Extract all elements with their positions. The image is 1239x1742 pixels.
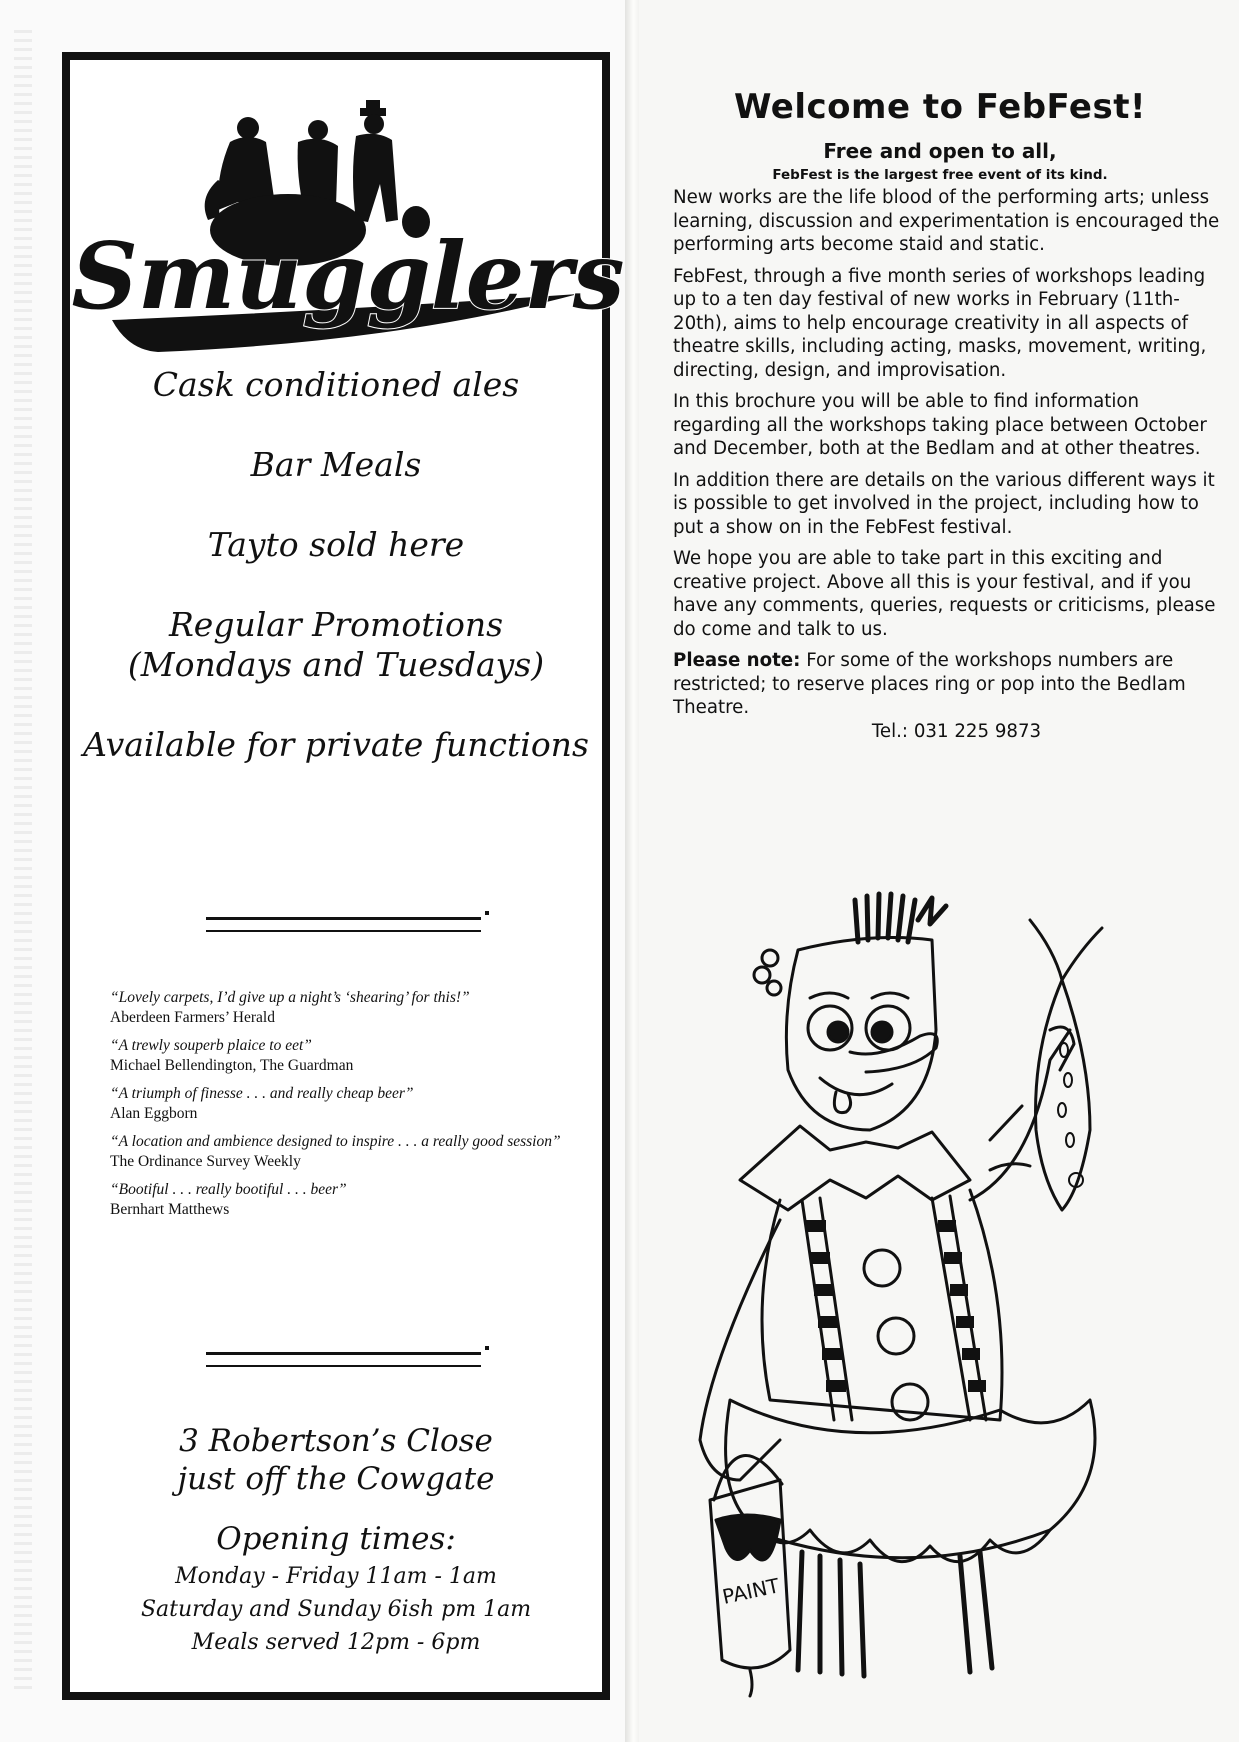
telephone-number: Tel.: 031 225 9873 — [871, 720, 1042, 742]
divider-rule — [206, 1352, 481, 1367]
febfest-title: Welcome to FebFest! — [734, 87, 1146, 127]
quote-item — [110, 988, 570, 1028]
note-text: For some of the workshops numbers are restricted; to reserve places ring or pop into the Bedlam Theatre. — [673, 650, 1186, 718]
ad-line-bar-meals: Bar Meals — [250, 445, 422, 484]
opening-times-title: Opening times: — [216, 1521, 456, 1557]
quote-source: Aberdeen Farmers’ Herald — [110, 1009, 275, 1026]
body-paragraph: In this brochure you will be able to find information regarding all the workshops taking place between October and December, both at the Bedlam and at other theatres. — [673, 391, 1207, 459]
quote-text: “A triumph of finesse . . . and really cheap beer” — [110, 1085, 414, 1102]
smugglers-ad — [62, 52, 625, 1700]
quote-item — [110, 1180, 570, 1220]
ad-line-private-functions: Available for private functions — [83, 725, 589, 764]
address-line: just off the Cowgate — [177, 1461, 495, 1497]
quote-item — [110, 1132, 570, 1172]
quote-text: “Lovely carpets, I’d give up a night’s ‘shearing’ for this!” — [110, 989, 470, 1006]
quote-item — [110, 1036, 570, 1076]
quote-text: “A location and ambience designed to inspire . . . a really good session” — [110, 1133, 561, 1150]
page-fold — [625, 0, 639, 1742]
quote-source: The Ordinance Survey Weekly — [110, 1153, 301, 1170]
hours-line: Meals served 12pm - 6pm — [191, 1630, 481, 1655]
febfest-subtitle: Free and open to all, — [823, 139, 1057, 163]
divider-rule — [206, 917, 481, 932]
febfest-subtitle-2: FebFest is the largest free event of its kind. — [772, 167, 1108, 183]
quotes-list — [110, 980, 570, 1220]
hours-line: Saturday and Sunday 6ish pm 1am — [140, 1597, 532, 1622]
address-line: 3 Robertson’s Close — [179, 1423, 493, 1459]
clown-illustration — [670, 880, 1220, 1720]
ad-line-tayto: Tayto sold here — [207, 525, 465, 564]
paint-tin-label: PAINT — [720, 1573, 782, 1609]
smugglers-logo — [71, 80, 625, 380]
body-paragraph: New works are the life blood of the performing arts; unless learning, discussion and experimentation is encouraged the performing arts become staid and static. — [673, 187, 1220, 255]
quote-source: Michael Bellendington, The Guardman — [110, 1057, 354, 1074]
ad-line-promotion-days: (Mondays and Tuesdays) — [127, 645, 545, 684]
febfest-intro — [660, 82, 1220, 743]
ad-line-ales: Cask conditioned ales — [152, 365, 520, 404]
body-paragraph: We hope you are able to take part in this exciting and creative project. Above all this is your festival, and if you have any comments, queries, requests or criticisms, please do come and talk to us. — [673, 548, 1216, 640]
ad-line-promotions: Regular Promotions — [168, 605, 504, 644]
febfest-body — [673, 186, 1220, 743]
body-paragraph: In addition there are details on the various different ways it is possible to get involved in the project, including how to put a show on in the FebFest festival. — [673, 469, 1215, 538]
note-paragraph — [673, 649, 1220, 720]
quote-text: “Bootiful . . . really bootiful . . . beer” — [110, 1181, 347, 1198]
paper-scuff — [14, 30, 32, 1690]
quote-source: Alan Eggborn — [110, 1105, 198, 1122]
smugglers-wordmark: Smugglers — [71, 222, 625, 330]
quote-text: “A trewly souperb plaice to eet” — [110, 1037, 312, 1054]
quote-source: Bernhart Matthews — [110, 1201, 230, 1218]
quote-item — [110, 1084, 570, 1124]
note-label: Please note: — [673, 650, 801, 671]
hours-line: Monday - Friday 11am - 1am — [175, 1564, 497, 1589]
body-paragraph: FebFest, through a five month series of workshops leading up to a ten day festival of new works in February (11th-20th), aims to help encourage creativity in all aspects of theatre skills, including acting, masks, movement, writing, directing, design, and improvisation. — [673, 265, 1207, 381]
